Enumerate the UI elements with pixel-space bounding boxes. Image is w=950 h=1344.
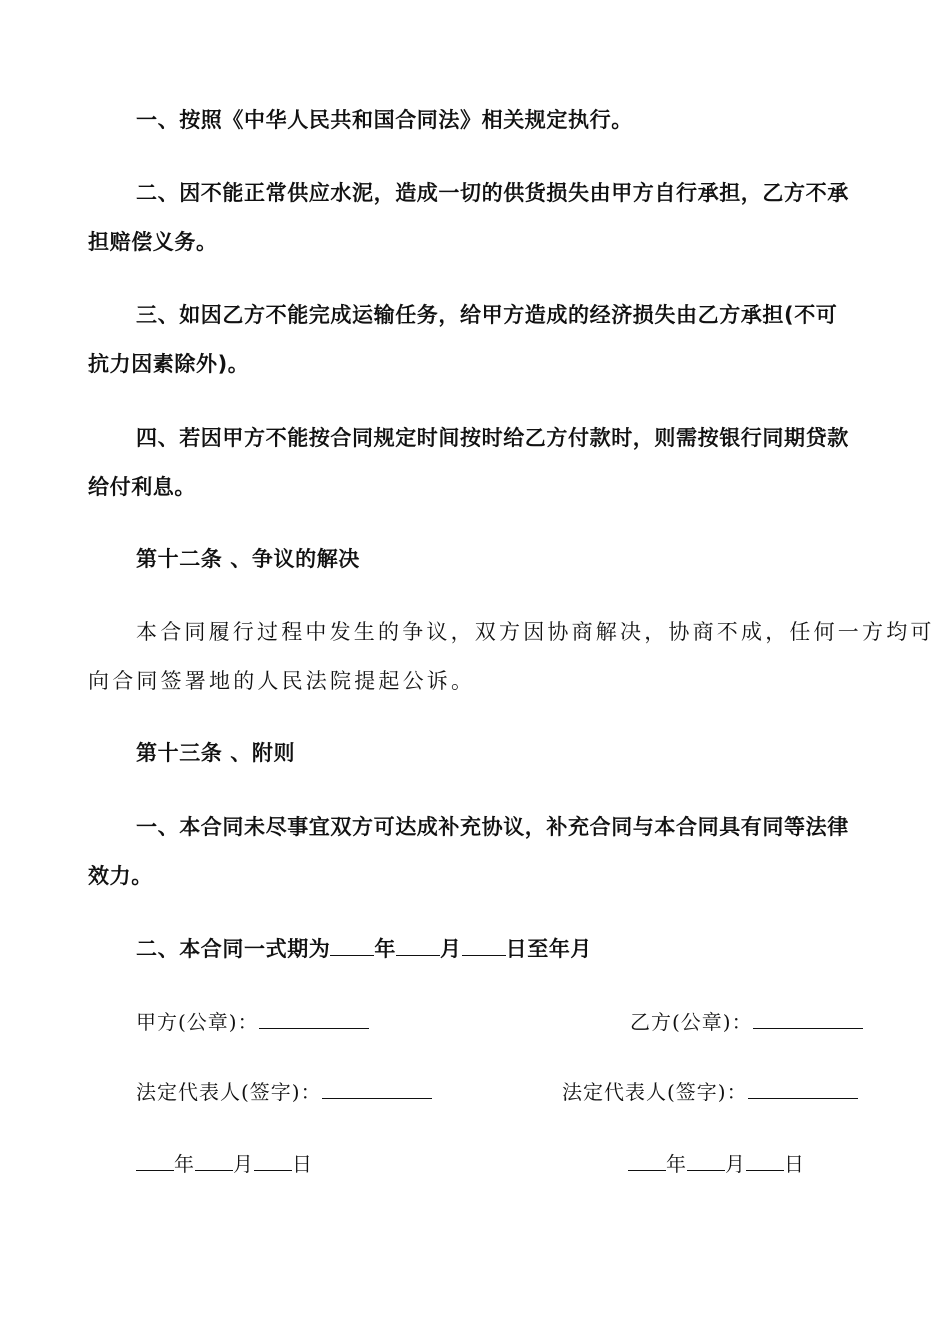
rep-b-signature-blank[interactable] [748, 1078, 858, 1099]
article-13-item-2 [136, 935, 926, 963]
clause-2-line-1: 二、因不能正常供应水泥，造成一切的供货损失由甲方自行承担，乙方不承 [136, 181, 849, 205]
party-b-month-label: 月 [725, 1152, 746, 1176]
party-b-representative [562, 1078, 858, 1106]
article-12-heading: 第十二条 、争议的解决 [136, 547, 360, 571]
party-a-label: 甲方(公章)： [136, 1010, 259, 1034]
clause-4-line-1: 四、若因甲方不能按合同规定时间按时给乙方付款时，则需按银行同期贷款 [136, 426, 849, 450]
clause-3-line-1: 三、如因乙方不能完成运输任务，给甲方造成的经济损失由乙方承担(不可 [136, 303, 838, 327]
party-a-seal [136, 1008, 369, 1036]
day-blank[interactable] [462, 935, 506, 956]
clause-1: 一、按照《中华人民共和国合同法》相关规定执行。 [136, 108, 633, 132]
party-a-seal-blank[interactable] [259, 1008, 369, 1029]
party-b-month-blank[interactable] [687, 1150, 725, 1171]
term-day-suffix: 日至年月 [505, 937, 593, 961]
term-year-label: 年 [374, 937, 397, 961]
party-a-day-blank[interactable] [254, 1150, 292, 1171]
party-a-day-label: 日 [292, 1152, 313, 1176]
rep-b-label: 法定代表人(签字)： [562, 1080, 748, 1104]
clause-4-line-2: 给付利息。 [88, 475, 196, 499]
article-13-item-1-line-1: 一、本合同未尽事宜双方可达成补充协议，补充合同与本合同具有同等法律 [136, 815, 849, 839]
term-prefix: 二、本合同一式期为 [136, 937, 331, 961]
party-a-year-blank[interactable] [136, 1150, 174, 1171]
clause-3-line-2: 抗力因素除外)。 [88, 352, 250, 376]
party-a-year-label: 年 [174, 1152, 195, 1176]
party-a-representative [136, 1078, 432, 1106]
party-b-year-blank[interactable] [628, 1150, 666, 1171]
article-13-heading: 第十三条 、附则 [136, 741, 296, 765]
clause-2-line-2: 担赔偿义务。 [88, 230, 218, 254]
party-a-month-blank[interactable] [195, 1150, 233, 1171]
party-b-year-label: 年 [666, 1152, 687, 1176]
party-b-label: 乙方(公章)： [630, 1010, 753, 1034]
party-a-date [136, 1150, 313, 1178]
article-13-item-1-line-2: 效力。 [88, 864, 153, 888]
article-12-body-line-1: 本合同履行过程中发生的争议，双方因协商解决，协商不成，任何一方均可 [136, 620, 935, 644]
party-b-seal [630, 1008, 863, 1036]
party-b-date [628, 1150, 805, 1178]
party-b-day-blank[interactable] [746, 1150, 784, 1171]
party-b-seal-blank[interactable] [753, 1008, 863, 1029]
month-blank[interactable] [396, 935, 440, 956]
article-12-body-line-2: 向合同签署地的人民法院提起公诉。 [88, 669, 476, 693]
year-blank[interactable] [330, 935, 374, 956]
party-a-month-label: 月 [233, 1152, 254, 1176]
party-b-day-label: 日 [784, 1152, 805, 1176]
rep-a-signature-blank[interactable] [322, 1078, 432, 1099]
rep-a-label: 法定代表人(签字)： [136, 1080, 322, 1104]
term-month-label: 月 [440, 937, 462, 961]
